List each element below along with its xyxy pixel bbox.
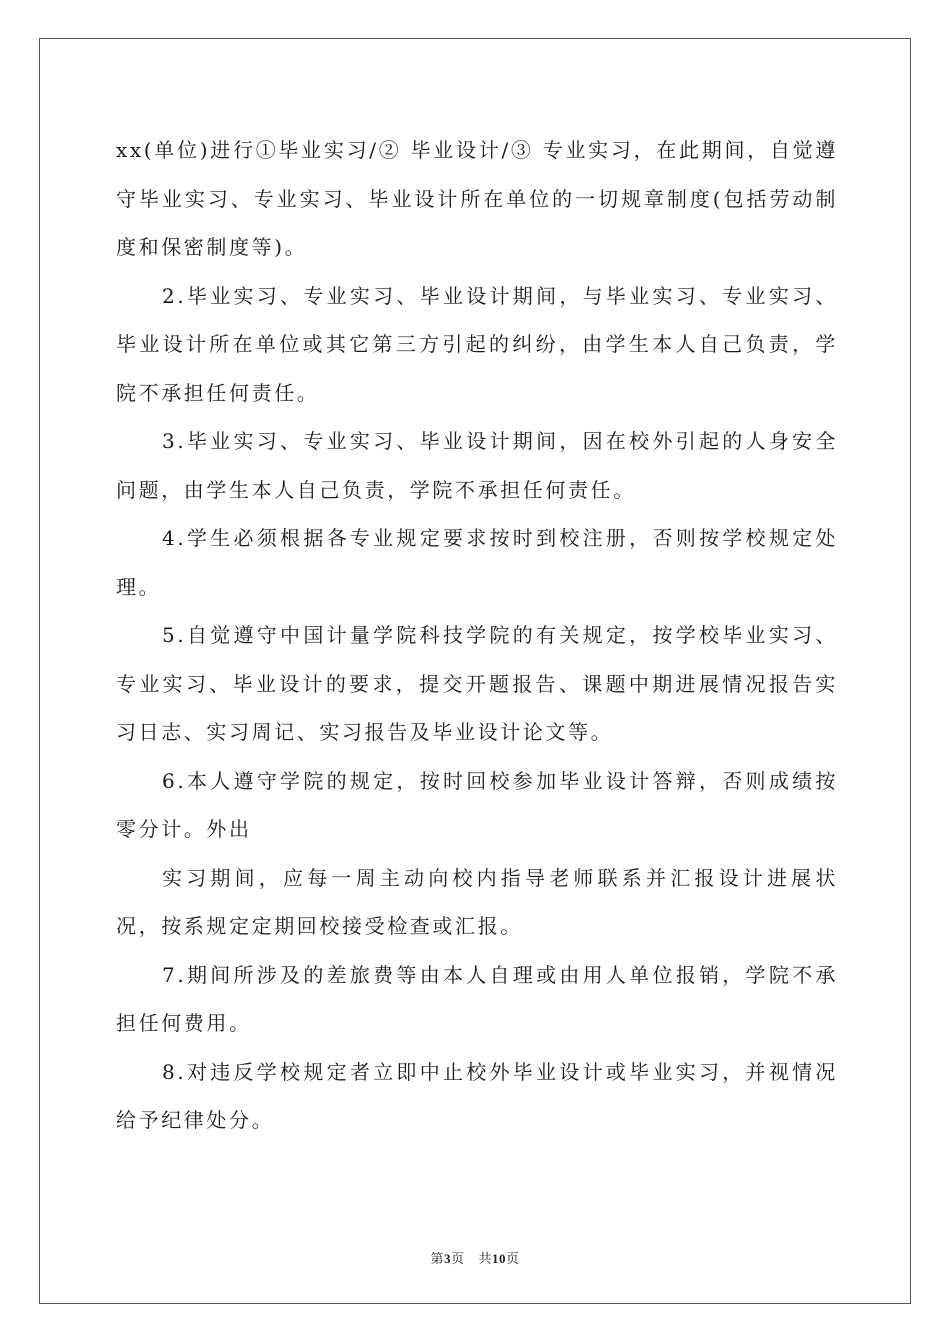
paragraph-item-5: 5.自觉遵守中国计量学院科技学院的有关规定，按学校毕业实习、专业实习、毕业设计的要求，提交开题报告、课题中期进展情况报告实习日志、实习周记、实习报告及毕业设计论文等。 [116,623,838,744]
paragraph-intro: xx(单位)进行①毕业实习/② 毕业设计/③ 专业实习，在此期间，自觉遵守毕业实习、专业实习、毕业设计所在单位的一切规章制度(包括劳动制度和保密制度等)。 [116,138,838,259]
page-footer [0,1248,950,1267]
page-total-number: 10 [492,1251,507,1266]
total-suffix: 页 [506,1251,520,1266]
page-prefix: 第 [430,1251,444,1266]
paragraph-item-6-continued: 实习期间，应每一周主动向校内指导老师联系并汇报设计进展状况，按系规定定期回校接受检查或汇报。 [116,865,838,938]
paragraph-item-3: 3.毕业实习、专业实习、毕业设计期间，因在校外引起的人身安全问题，由学生本人自己负责，学院不承担任何责任。 [116,429,838,502]
document-body [116,126,838,1145]
total-prefix: 共 [478,1251,493,1266]
paragraph-item-6: 6.本人遵守学院的规定，按时回校参加毕业设计答辩，否则成绩按零分计。外出 [116,768,838,841]
paragraph-item-4: 4.学生必须根据各专业规定要求按时到校注册，否则按学校规定处理。 [116,526,838,599]
paragraph-item-8: 8.对违反学校规定者立即中止校外毕业设计或毕业实习，并视情况给予纪律处分。 [116,1059,838,1132]
paragraph-item-7: 7.期间所涉及的差旅费等由本人自理或由用人单位报销，学院不承担任何费用。 [116,962,838,1035]
paragraph-item-2: 2.毕业实习、专业实习、毕业设计期间，与毕业实习、专业实习、毕业设计所在单位或其它第三方引起的纠纷，由学生本人自己负责，学院不承担任何责任。 [116,283,838,405]
page-current-number: 3 [443,1251,451,1266]
page-suffix: 页 [450,1251,465,1266]
